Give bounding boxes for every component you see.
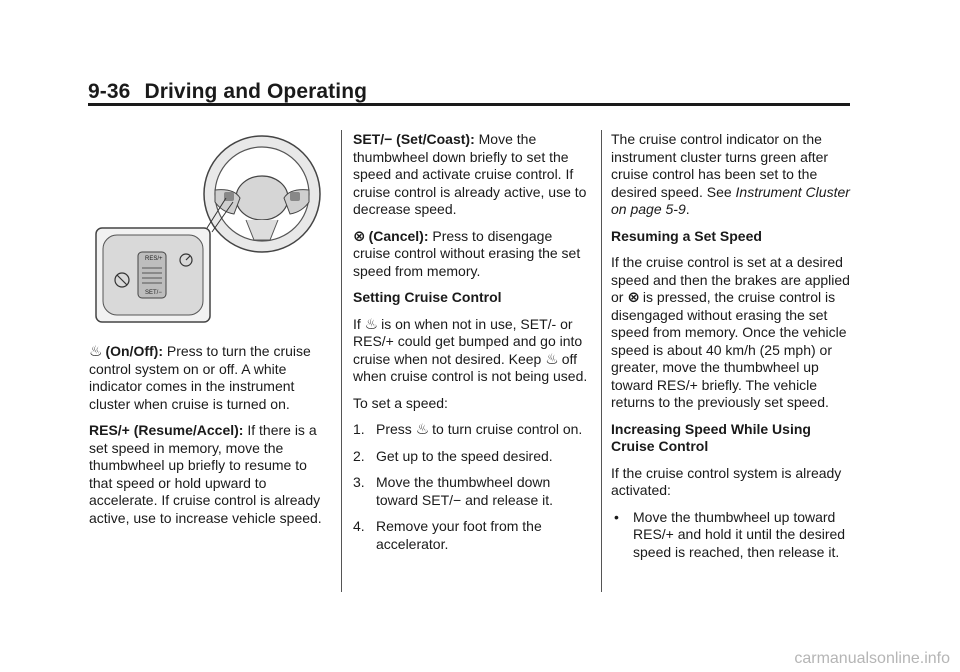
header-rule xyxy=(88,103,850,106)
cruise-on-off-icon: ♨ xyxy=(89,343,103,360)
cruise-on-off-icon: ♨ xyxy=(364,315,379,333)
list-item: 3. Move the thumbwheel down toward SET/− and release it. xyxy=(353,474,554,508)
steps-list xyxy=(353,421,593,553)
cross-reference-link[interactable]: Instrument Cluster on page 5-9 xyxy=(611,183,850,217)
column-1 xyxy=(89,343,334,536)
resuming-paragraph: If the cruise control is set at a desired speed and then the brakes are applied or ⊗ is pressed, the cruise control is disengaged without erasing the set speed from memory. Once the vehicle speed is about 40 km/h (25 mph) or greater, move the thumbwheel up toward RES/+ briefly. The vehicle returns to the previously set speed. xyxy=(611,254,850,410)
cruise-on-off-icon: ♨ xyxy=(545,350,559,368)
indicator-paragraph: The cruise control indicator on the instrument cluster turns green after cruise control has been set to the desired speed. See Instrument Cluster on page 5-9. xyxy=(611,131,850,217)
setting-cruise-heading: Setting Cruise Control xyxy=(353,289,502,305)
bullet-list xyxy=(611,509,851,562)
set-label: SET/− xyxy=(145,290,162,296)
section-number: 9-36 xyxy=(88,80,131,103)
list-item: • Move the thumbwheel up toward RES/+ and hold it until the desired speed is reached, then release it. xyxy=(614,508,846,560)
resume-paragraph: RES/+ (Resume/Accel): If there is a set speed in memory, move the thumbwheel up briefly to resume to that speed or hold upward to accelerate. If cruise control is already active, use to increase vehicle speed. xyxy=(89,422,322,526)
list-item: 1. Press ♨ to turn cruise control on. xyxy=(353,421,583,438)
steering-wheel-icon xyxy=(204,136,320,252)
set-paragraph: SET/− (Set/Coast): Move the thumbwheel down briefly to set the speed and activate cruise control. If cruise control is already active, use to decrease speed. xyxy=(353,131,587,217)
bullet-icon: • xyxy=(614,508,619,525)
increasing-heading: Increasing Speed While Using Cruise Control xyxy=(611,420,811,454)
cancel-icon: ⊗ xyxy=(627,289,640,306)
watermark: carmanualsonline.info xyxy=(794,650,950,667)
cancel-paragraph: ⊗ (Cancel): Press to disengage cruise control without erasing the set speed from memory. xyxy=(353,227,581,279)
cancel-icon: ⊗ xyxy=(353,227,366,245)
column-divider-2 xyxy=(601,130,602,592)
column-divider-1 xyxy=(341,130,342,592)
column-2 xyxy=(353,131,593,562)
increasing-paragraph: If the cruise control system is already activated: xyxy=(611,464,842,498)
cruise-on-off-icon: ♨ xyxy=(415,421,430,438)
on-off-paragraph: ♨ (On/Off): Press to turn the cruise control system on or off. A white indicator comes in the instrument cluster when cruise is turned on. xyxy=(89,343,311,412)
to-set-text: To set a speed: xyxy=(353,394,448,411)
column-3 xyxy=(611,131,851,570)
list-item: 2. Get up to the speed desired. xyxy=(353,447,553,464)
resuming-heading: Resuming a Set Speed xyxy=(611,227,762,244)
list-item: 4. Remove your foot from the accelerator. xyxy=(353,518,542,552)
res-label: RES/+ xyxy=(145,256,163,262)
setting-paragraph: If ♨ is on when not in use, SET/- or RES/+ could get bumped and go into cruise when not desired. Keep ♨ off when cruise control is not being used. xyxy=(353,315,588,384)
steering-wheel-figure xyxy=(94,132,334,324)
page-header xyxy=(88,80,367,104)
chapter-title: Driving and Operating xyxy=(144,80,368,103)
